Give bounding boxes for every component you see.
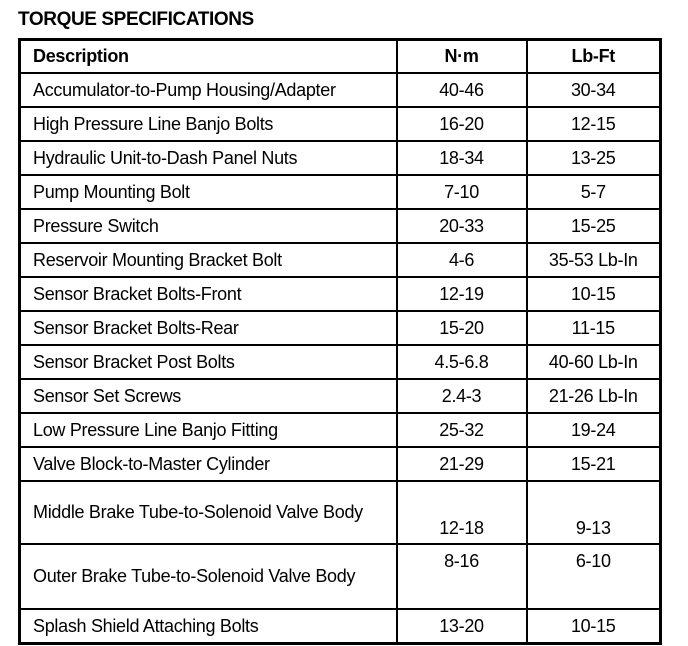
header-lbft: Lb-Ft [527, 40, 661, 74]
cell-description: High Pressure Line Banjo Bolts [20, 107, 397, 141]
table-row [20, 243, 661, 277]
cell-lbft: 35-53 Lb-In [527, 243, 661, 277]
cell-lbft: 19-24 [527, 413, 661, 447]
table-row [20, 447, 661, 481]
table-row [20, 481, 661, 544]
cell-description: Sensor Bracket Bolts-Front [20, 277, 397, 311]
cell-lbft: 40-60 Lb-In [527, 345, 661, 379]
table-row [20, 141, 661, 175]
table-row [20, 544, 661, 609]
cell-lbft: 10-15 [527, 277, 661, 311]
cell-lbft: 6-10 [527, 544, 661, 609]
table-row [20, 413, 661, 447]
table-row [20, 311, 661, 345]
cell-lbft: 9-13 [527, 481, 661, 544]
cell-description: Hydraulic Unit-to-Dash Panel Nuts [20, 141, 397, 175]
table-row [20, 209, 661, 243]
cell-lbft: 11-15 [527, 311, 661, 345]
cell-lbft: 15-21 [527, 447, 661, 481]
cell-nm: 12-19 [397, 277, 527, 311]
cell-lbft: 10-15 [527, 609, 661, 644]
cell-description: Sensor Bracket Post Bolts [20, 345, 397, 379]
cell-description: Sensor Bracket Bolts-Rear [20, 311, 397, 345]
cell-nm: 7-10 [397, 175, 527, 209]
cell-lbft: 15-25 [527, 209, 661, 243]
table-header-row [20, 40, 661, 74]
cell-description: Accumulator-to-Pump Housing/Adapter [20, 73, 397, 107]
cell-description: Pump Mounting Bolt [20, 175, 397, 209]
cell-lbft: 21-26 Lb-In [527, 379, 661, 413]
page-title: TORQUE SPECIFICATIONS [18, 9, 254, 30]
cell-nm: 40-46 [397, 73, 527, 107]
cell-description: Valve Block-to-Master Cylinder [20, 447, 397, 481]
table-row [20, 277, 661, 311]
table-row [20, 107, 661, 141]
cell-description: Middle Brake Tube-to-Solenoid Valve Body [20, 481, 397, 544]
cell-description: Reservoir Mounting Bracket Bolt [20, 243, 397, 277]
cell-nm: 4-6 [397, 243, 527, 277]
cell-nm: 2.4-3 [397, 379, 527, 413]
table-row [20, 345, 661, 379]
cell-nm: 18-34 [397, 141, 527, 175]
cell-lbft: 5-7 [527, 175, 661, 209]
header-description: Description [20, 40, 397, 74]
table-row [20, 73, 661, 107]
cell-nm: 13-20 [397, 609, 527, 644]
cell-nm: 15-20 [397, 311, 527, 345]
cell-description: Sensor Set Screws [20, 379, 397, 413]
cell-lbft: 12-15 [527, 107, 661, 141]
cell-lbft: 30-34 [527, 73, 661, 107]
torque-specifications-table [18, 38, 662, 645]
header-nm: N·m [397, 40, 527, 74]
cell-description: Low Pressure Line Banjo Fitting [20, 413, 397, 447]
table-row [20, 175, 661, 209]
cell-nm: 12-18 [397, 481, 527, 544]
cell-nm: 16-20 [397, 107, 527, 141]
table-row [20, 379, 661, 413]
cell-description: Outer Brake Tube-to-Solenoid Valve Body [20, 544, 397, 609]
cell-description: Pressure Switch [20, 209, 397, 243]
cell-nm: 4.5-6.8 [397, 345, 527, 379]
cell-nm: 8-16 [397, 544, 527, 609]
cell-nm: 21-29 [397, 447, 527, 481]
cell-description: Splash Shield Attaching Bolts [20, 609, 397, 644]
table-row [20, 609, 661, 644]
cell-lbft: 13-25 [527, 141, 661, 175]
cell-nm: 20-33 [397, 209, 527, 243]
cell-nm: 25-32 [397, 413, 527, 447]
